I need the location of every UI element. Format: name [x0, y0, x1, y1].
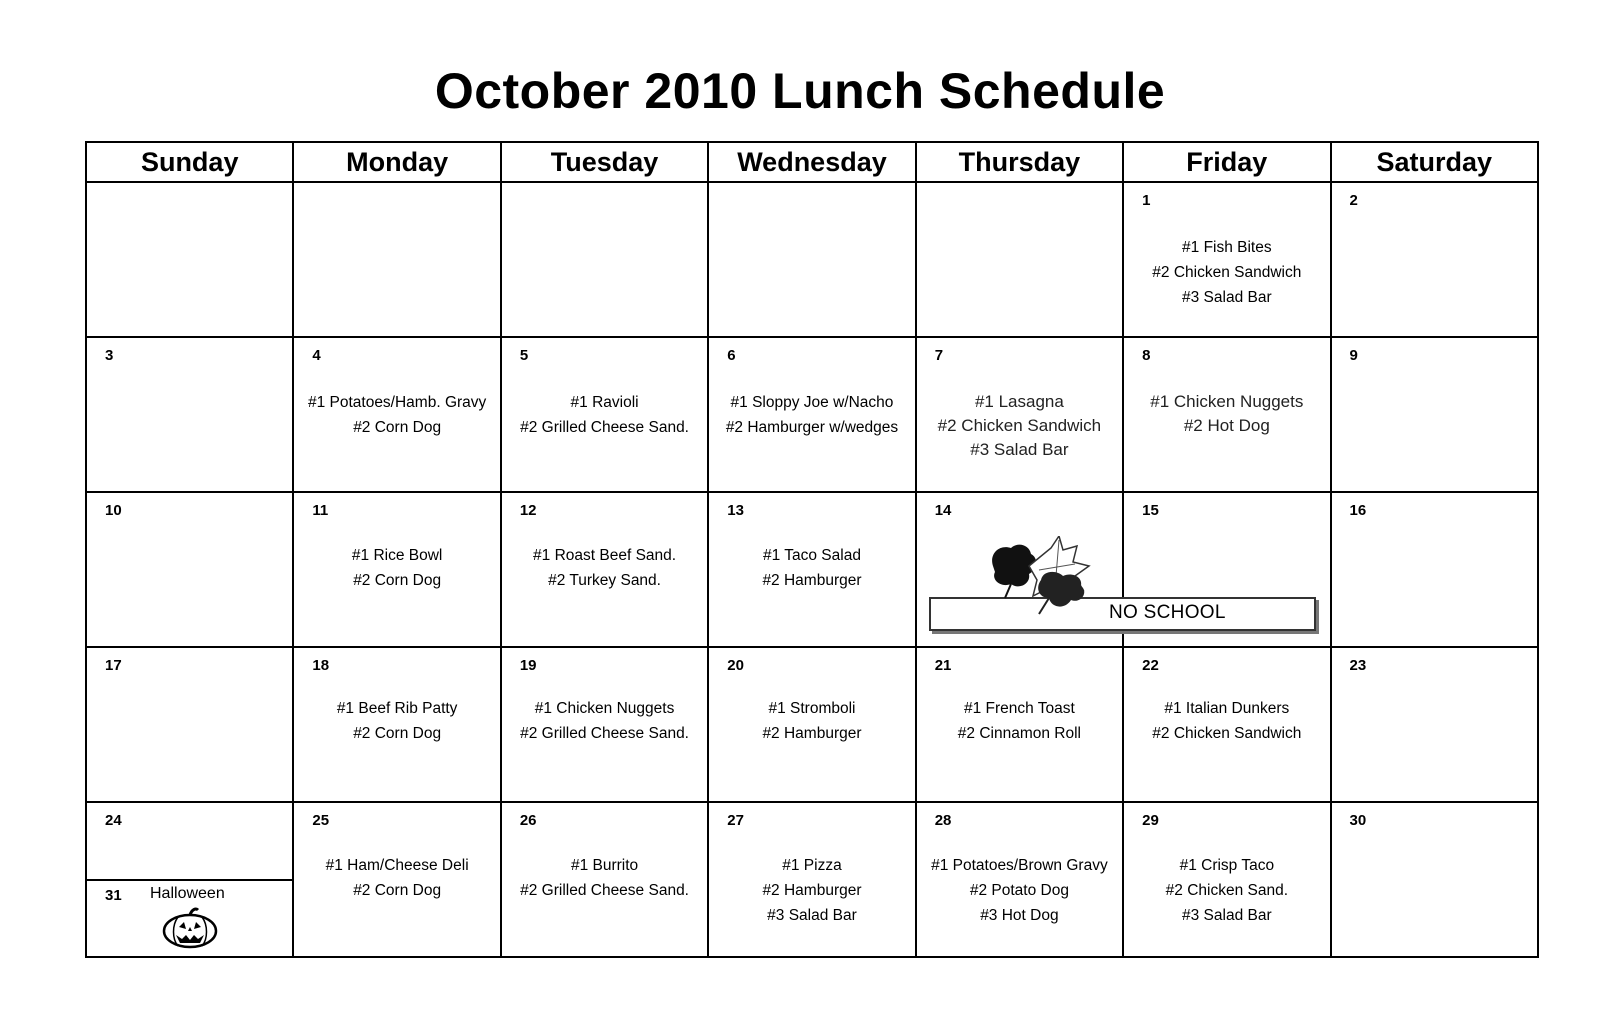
- day-cell: [86, 182, 293, 337]
- menu-item: #1 Ham/Cheese Deli: [325, 857, 469, 874]
- header-tuesday: Tuesday: [501, 142, 708, 182]
- day-cell: [86, 802, 293, 957]
- day-number: 11: [312, 502, 329, 519]
- day-cell: [1331, 492, 1538, 647]
- menu-item: #2 Corn Dog: [353, 419, 442, 436]
- day-cell: [293, 647, 500, 802]
- day-cell: [1123, 647, 1330, 802]
- day-cell: [1123, 802, 1330, 957]
- autumn-leaves-icon: [985, 536, 1105, 618]
- menu-list: [502, 543, 707, 593]
- menu-list: [502, 853, 707, 903]
- day-number: 26: [519, 812, 537, 829]
- day-cell: [708, 802, 915, 957]
- header-monday: Monday: [293, 142, 500, 182]
- menu-item: #2 Corn Dog: [353, 572, 442, 589]
- menu-item: #3 Salad Bar: [970, 440, 1069, 459]
- menu-item: #2 Cinnamon Roll: [957, 725, 1081, 742]
- menu-item: #2 Grilled Cheese Sand.: [520, 725, 689, 742]
- menu-list: [502, 696, 707, 746]
- menu-list: [1124, 853, 1329, 928]
- menu-item: #1 Chicken Nuggets: [534, 700, 675, 717]
- menu-item: #2 Grilled Cheese Sand.: [520, 419, 689, 436]
- menu-item: #3 Salad Bar: [767, 907, 857, 924]
- header-saturday: Saturday: [1331, 142, 1538, 182]
- menu-item: #1 Italian Dunkers: [1164, 700, 1290, 717]
- menu-item: #2 Grilled Cheese Sand.: [520, 882, 689, 899]
- menu-item: #2 Corn Dog: [353, 882, 442, 899]
- menu-item: #2 Corn Dog: [353, 725, 442, 742]
- menu-list: [294, 853, 499, 903]
- menu-list: [709, 696, 914, 746]
- day-cell: [1331, 802, 1538, 957]
- day-number: 28: [934, 812, 952, 829]
- day-number: 6: [727, 347, 736, 364]
- holiday-label: Halloween: [150, 885, 225, 902]
- week-row: [86, 647, 1538, 802]
- day-number: 30: [1349, 812, 1367, 829]
- day-cell: [501, 647, 708, 802]
- day-cell: [1331, 647, 1538, 802]
- menu-item: #1 Pizza: [782, 857, 842, 874]
- menu-item: #2 Chicken Sandwich: [1152, 725, 1302, 742]
- menu-item: #3 Salad Bar: [1182, 289, 1272, 306]
- day-cell: [501, 492, 708, 647]
- menu-item: #1 Burrito: [570, 857, 639, 874]
- weekday-header-row: [86, 142, 1538, 182]
- menu-list: [709, 390, 914, 440]
- day-number: 27: [727, 812, 744, 829]
- menu-item: #3 Salad Bar: [1182, 907, 1272, 924]
- day-number: 10: [105, 502, 122, 519]
- day-number: 13: [727, 502, 744, 519]
- menu-item: #2 Hamburger: [762, 725, 862, 742]
- day-number: 7: [934, 347, 944, 364]
- day-number: 3: [105, 347, 114, 364]
- day-cell: [293, 492, 500, 647]
- day-number: 29: [1142, 812, 1159, 829]
- menu-item: #2 Chicken Sandwich: [1152, 264, 1302, 281]
- day-cell: [501, 337, 708, 492]
- menu-list: [917, 853, 1122, 928]
- menu-list: [709, 853, 914, 928]
- menu-list: [1124, 235, 1329, 310]
- day-cell: [1123, 182, 1330, 337]
- pumpkin-icon: [162, 907, 218, 949]
- week-row: [86, 802, 1538, 957]
- day-cell: [86, 647, 293, 802]
- day-cell: [86, 337, 293, 492]
- menu-item: #1 Ravioli: [570, 394, 639, 411]
- day-cell: [293, 802, 500, 957]
- menu-list: [502, 390, 707, 440]
- day-cell: [501, 802, 708, 957]
- menu-item: #2 Hamburger w/wedges: [725, 419, 899, 436]
- day-cell-bottom-half: [87, 881, 292, 956]
- page-title: October 2010 Lunch Schedule: [434, 63, 1166, 119]
- header-sunday: Sunday: [86, 142, 293, 182]
- menu-item: #1 Rice Bowl: [351, 547, 443, 564]
- menu-list: [294, 696, 499, 746]
- menu-item: #1 Lasagna: [974, 392, 1064, 411]
- header-thursday: Thursday: [916, 142, 1123, 182]
- week-row: [86, 182, 1538, 337]
- header-wednesday: Wednesday: [708, 142, 915, 182]
- menu-item: #1 French Toast: [963, 700, 1075, 717]
- day-number: 22: [1142, 657, 1159, 674]
- day-cell: [708, 492, 915, 647]
- day-number: 2: [1349, 192, 1358, 209]
- day-cell: [501, 182, 708, 337]
- day-number: 23: [1349, 657, 1367, 674]
- day-number: 1: [1142, 192, 1151, 209]
- menu-item: #2 Hot Dog: [1183, 416, 1270, 435]
- menu-item: #2 Hamburger: [762, 882, 862, 899]
- menu-item: #1 Potatoes/Brown Gravy: [931, 857, 1108, 874]
- menu-list: [1124, 390, 1329, 438]
- day-cell: [86, 492, 293, 647]
- menu-item: #1 Crisp Taco: [1179, 857, 1275, 874]
- day-cell: [708, 647, 915, 802]
- menu-item: #1 Potatoes/Hamb. Gravy: [307, 394, 487, 411]
- menu-item: #2 Chicken Sandwich: [937, 416, 1102, 435]
- day-number: 19: [519, 657, 537, 674]
- day-number: 5: [519, 347, 529, 364]
- day-number: 4: [312, 347, 321, 364]
- menu-item: #1 Chicken Nuggets: [1150, 392, 1304, 411]
- day-number: 15: [1142, 502, 1159, 519]
- week-row: [86, 337, 1538, 492]
- menu-item: #2 Potato Dog: [969, 882, 1069, 899]
- day-number: 16: [1349, 502, 1367, 519]
- day-number: 21: [934, 657, 952, 674]
- menu-list: [709, 543, 914, 593]
- day-cell: [708, 182, 915, 337]
- day-cell: [916, 182, 1123, 337]
- menu-item: #1 Sloppy Joe w/Nacho: [730, 394, 894, 411]
- menu-list: [917, 390, 1122, 462]
- menu-list: [917, 696, 1122, 746]
- calendar-grid: [85, 141, 1539, 958]
- header-friday: Friday: [1123, 142, 1330, 182]
- day-number: 18: [312, 657, 330, 674]
- menu-list: [294, 543, 499, 593]
- menu-item: #1 Fish Bites: [1182, 239, 1272, 256]
- menu-item: #2 Chicken Sand.: [1165, 882, 1288, 899]
- day-number: 9: [1349, 347, 1358, 364]
- week-row: [86, 492, 1538, 647]
- menu-item: #2 Hamburger: [762, 572, 862, 589]
- day-cell: [708, 337, 915, 492]
- day-number: 31: [105, 887, 122, 904]
- day-number: 8: [1142, 347, 1151, 364]
- day-number: 25: [312, 812, 330, 829]
- day-cell-top-half: [87, 803, 292, 881]
- menu-item: #3 Hot Dog: [980, 907, 1059, 924]
- day-cell: [916, 337, 1123, 492]
- menu-list: [1124, 696, 1329, 746]
- day-cell: [1331, 337, 1538, 492]
- menu-item: #1 Stromboli: [768, 700, 856, 717]
- menu-item: #1 Taco Salad: [762, 547, 861, 564]
- day-cell: [916, 802, 1123, 957]
- menu-list: [294, 390, 499, 440]
- menu-item: #1 Beef Rib Patty: [336, 700, 458, 717]
- no-school-label: NO SCHOOL: [1109, 602, 1226, 623]
- day-number: 12: [519, 502, 537, 519]
- day-cell: [1123, 337, 1330, 492]
- day-number: 24: [105, 812, 122, 829]
- day-cell: [1331, 182, 1538, 337]
- day-cell: [293, 182, 500, 337]
- day-number: 14: [934, 502, 952, 519]
- day-number: 20: [727, 657, 744, 674]
- day-cell: [916, 647, 1123, 802]
- menu-item: #2 Turkey Sand.: [548, 572, 661, 589]
- day-cell: [293, 337, 500, 492]
- menu-item: #1 Roast Beef Sand.: [533, 547, 677, 564]
- day-number: 17: [105, 657, 122, 674]
